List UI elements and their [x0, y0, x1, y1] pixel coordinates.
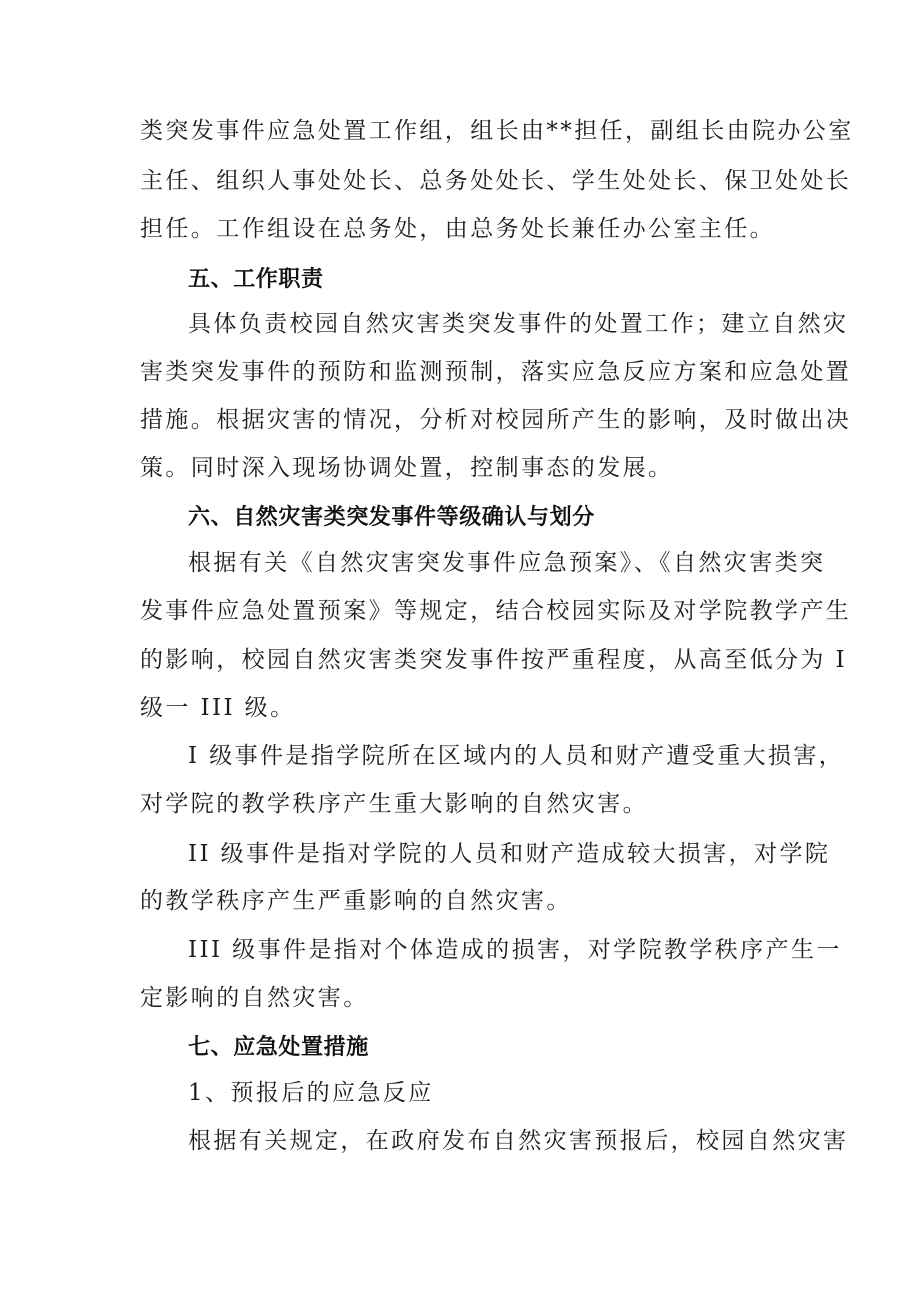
- paragraph-line: 具体负责校园自然灾害类突发事件的处置工作；建立自然灾: [188, 311, 849, 337]
- paragraph-line: 的教学秩序产生严重影响的自然灾害。: [140, 888, 572, 914]
- section-heading-6: 六、自然灾害类突发事件等级确认与划分: [188, 505, 595, 530]
- paragraph-line: I 级事件是指学院所在区域内的人员和财产遭受重大损害，: [188, 743, 845, 769]
- paragraph-line: 级一 III 级。: [140, 695, 296, 721]
- paragraph-line: 措施。根据灾害的情况，分析对校园所产生的影响，及时做出决: [140, 407, 852, 433]
- paragraph-line: 对学院的教学秩序产生重大影响的自然灾害。: [140, 791, 648, 817]
- section-heading-5: 五、工作职责: [188, 267, 324, 292]
- paragraph-line: 根据有关《自然灾害突发事件应急预案》、《自然灾害类突: [188, 550, 826, 576]
- paragraph-line: 定影响的自然灾害。: [140, 985, 369, 1011]
- paragraph-line: 策。同时深入现场协调处置，控制事态的发展。: [140, 455, 674, 481]
- section-heading-7: 七、应急处置措施: [188, 1035, 369, 1060]
- paragraph-line: 主任、组织人事处处长、总务处处长、学生处处长、保卫处处长: [140, 168, 852, 194]
- paragraph-line: 发事件应急处置预案》等规定，结合校园实际及对学院教学产生: [140, 598, 852, 624]
- paragraph-line: 根据有关规定，在政府发布自然灾害预报后，校园自然灾害: [188, 1128, 849, 1154]
- paragraph-line: 担任。工作组设在总务处，由总务处长兼任办公室主任。: [140, 216, 775, 242]
- paragraph-line: 的影响，校园自然灾害类突发事件按严重程度，从高至低分为 I: [140, 647, 847, 673]
- paragraph-line: 害类突发事件的预防和监测预制，落实应急反应方案和应急处置: [140, 359, 852, 385]
- paragraph-line: III 级事件是指对个体造成的损害，对学院教学秩序产生一: [188, 937, 842, 963]
- subsection-heading-1: 1、预报后的应急反应: [188, 1080, 434, 1106]
- paragraph-line: II 级事件是指对学院的人员和财产造成较大损害，对学院: [188, 841, 831, 867]
- paragraph-line: 类突发事件应急处置工作组，组长由**担任，副组长由院办公室: [140, 118, 854, 144]
